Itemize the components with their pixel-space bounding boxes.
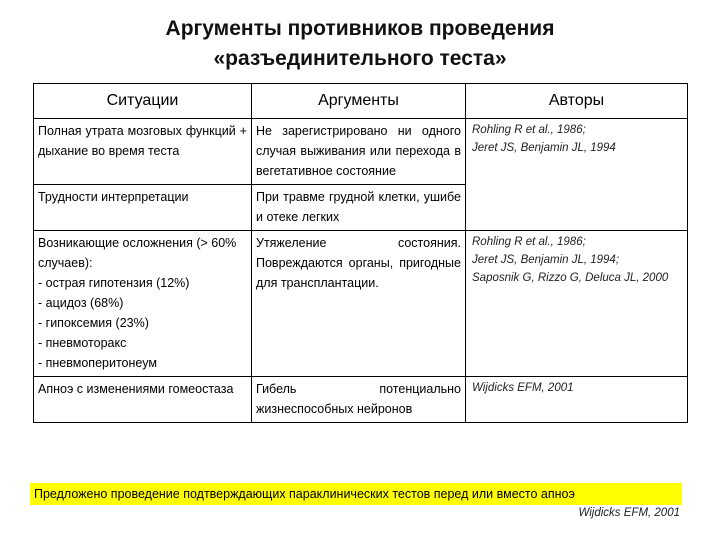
footer-note: Предложено проведение подтверждающих параклинических тестов перед или вместо апноэ xyxy=(30,483,682,505)
title-line-1: Аргументы противников проведения xyxy=(165,17,555,40)
authors-cell xyxy=(466,119,688,231)
situation-cell: Полная утрата мозговых функций + дыхание во время теста xyxy=(34,119,252,185)
situation-line: - пневмоторакс xyxy=(38,336,127,350)
situation-line: - пневмоперитонеум xyxy=(38,356,157,370)
table-row xyxy=(34,231,688,377)
footer-citation: Wijdicks EFM, 2001 xyxy=(578,507,680,519)
argument-cell: Не зарегистрировано ни одного случая выживания или перехода в вегетативное состояние xyxy=(252,119,466,185)
author-line: Wijdicks EFM, 2001 xyxy=(472,382,574,394)
situation-line: Возникающие осложнения (> 60% случаев): xyxy=(38,236,237,270)
situation-line: - ацидоз (68%) xyxy=(38,296,124,310)
author-line: Saposnik G, Rizzo G, Deluca JL, 2000 xyxy=(472,272,669,284)
arguments-table xyxy=(33,83,688,423)
situation-line: - острая гипотензия (12%) xyxy=(38,276,190,290)
situation-cell xyxy=(34,231,252,377)
authors-cell xyxy=(466,231,688,377)
argument-cell: Утяжеление состояния. Повреждаются органы, пригодные для трансплантации. xyxy=(252,231,466,377)
author-line: Jeret JS, Benjamin JL, 1994 xyxy=(472,142,616,154)
table-row xyxy=(34,377,688,423)
table-header-row xyxy=(34,84,688,119)
situation-cell: Апноэ с изменениями гомеостаза xyxy=(34,377,252,423)
header-situations: Ситуации xyxy=(34,84,252,119)
argument-cell: При травме грудной клетки, ушибе и отеке легких xyxy=(252,185,466,231)
author-line: Rohling R et al., 1986; xyxy=(472,236,586,248)
situation-cell: Трудности интерпретации xyxy=(34,185,252,231)
authors-cell xyxy=(466,377,688,423)
argument-cell: Гибель потенциально жизнеспособных нейронов xyxy=(252,377,466,423)
situation-line: - гипоксемия (23%) xyxy=(38,316,149,330)
author-line: Rohling R et al., 1986; xyxy=(472,124,586,136)
header-arguments: Аргументы xyxy=(252,84,466,119)
header-authors: Авторы xyxy=(466,84,688,119)
title-line-2: «разъединительного теста» xyxy=(213,47,507,70)
author-line: Jeret JS, Benjamin JL, 1994; xyxy=(472,254,620,266)
table-row xyxy=(34,119,688,185)
slide-title xyxy=(0,14,720,74)
